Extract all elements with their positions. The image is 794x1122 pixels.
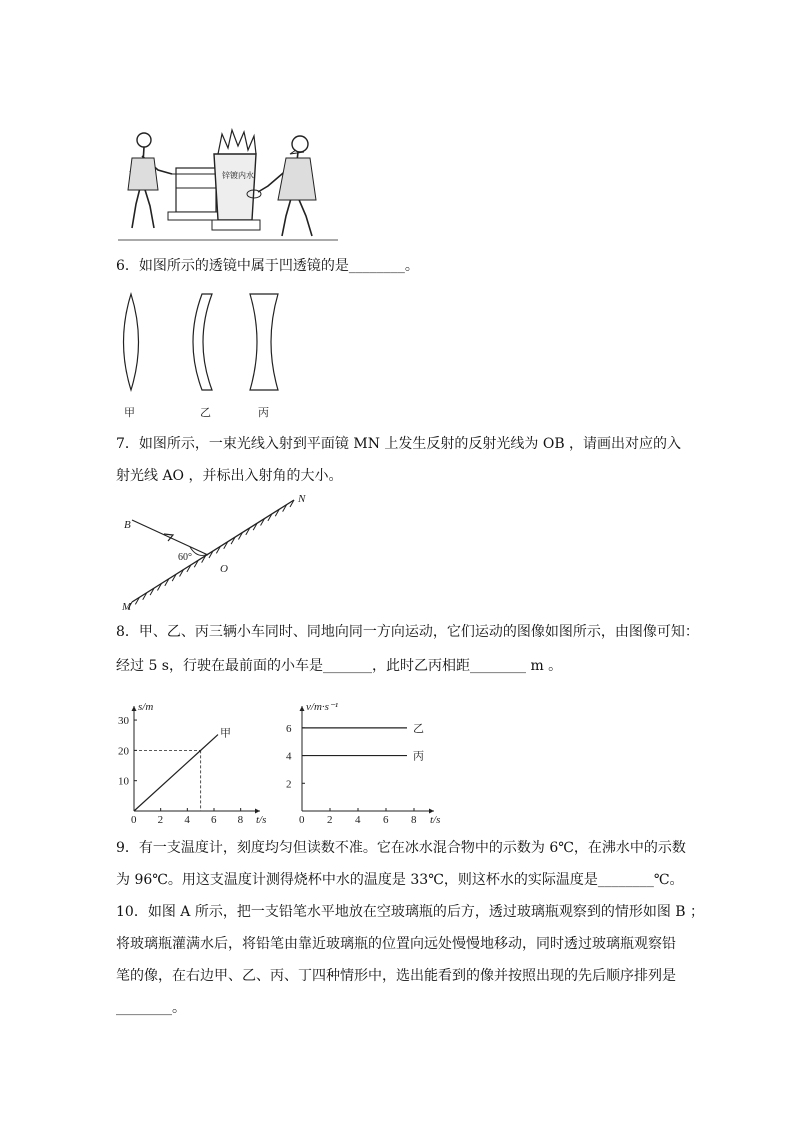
x-axis-label: t/s	[256, 814, 267, 826]
angle-label: 60°	[178, 552, 192, 563]
x-tick-label: 0	[131, 814, 137, 826]
y-axis-label: s/m	[138, 701, 154, 713]
q10-line3: 笔的像，在右边甲、乙、丙、丁四种情形中，选出能看到的像并按照出现的先后顺序排列是	[116, 968, 676, 984]
lens-label-jia: 甲	[124, 407, 135, 419]
point-o-label: O	[220, 563, 228, 575]
v-t-chart	[284, 700, 454, 830]
y-tick-label: 20	[118, 745, 129, 758]
series-label: 乙	[413, 722, 424, 735]
y-tick-label: 30	[118, 715, 129, 728]
q10-line4: ________。	[116, 1000, 186, 1016]
y-tick-label: 10	[118, 775, 129, 788]
q8-line1: 8．甲、乙、丙三辆小车同时、同地向同一方向运动，它们运动的图像如图所示，由图像可知：	[116, 624, 699, 640]
meniscus-lens-yi	[193, 294, 212, 390]
furnace-banner: 锌镀内水	[222, 171, 254, 180]
x-tick-label: 0	[299, 814, 305, 826]
x-tick-label: 6	[383, 814, 389, 826]
x-tick-label: 8	[411, 814, 417, 826]
y-tick-label: 6	[286, 722, 292, 735]
s-t-chart	[116, 700, 276, 830]
point-m-label: M	[122, 601, 132, 612]
q10-line1: 10．如图 A 所示，把一支铅笔水平地放在空玻璃瓶的后方，透过玻璃瓶观察到的情形如图 B ；	[116, 904, 705, 920]
x-tick-label: 4	[184, 814, 190, 826]
point-b-label: B	[124, 519, 131, 531]
q6-text: 6．如图所示的透镜中属于凹透镜的是________。	[116, 258, 419, 274]
mirror-diagram	[118, 492, 308, 612]
y-axis-arrow	[132, 706, 137, 711]
x-axis-arrow	[429, 809, 434, 814]
series-line	[134, 735, 218, 811]
q7-line1: 7．如图所示，一束光线入射到平面镜 MN 上发生反射的反射光线为 OB ，请画出对应的入	[116, 436, 682, 452]
series-label: 甲	[220, 727, 231, 740]
lens-diagram	[114, 290, 284, 422]
furnace-illustration	[118, 128, 338, 246]
y-tick-label: 4	[286, 750, 292, 763]
x-tick-label: 2	[157, 814, 164, 826]
x-tick-label: 4	[355, 814, 361, 826]
lens-label-yi: 乙	[200, 407, 211, 419]
concave-lens-bing	[250, 294, 278, 390]
x-tick-label: 6	[211, 814, 217, 826]
q9-line2: 为 96℃。用这支温度计测得烧杯中水的温度是 33℃，则这杯水的实际温度是________℃。	[116, 872, 684, 888]
q9-line1: 9．有一支温度计，刻度均匀但读数不准。它在冰水混合物中的示数为 6℃，在沸水中的示数	[116, 840, 686, 856]
point-n-label: N	[298, 493, 306, 505]
y-axis-arrow	[300, 706, 305, 711]
q8-line2: 经过 5 s，行驶在最前面的小车是_______，此时乙丙相距________ m 。	[116, 658, 563, 674]
x-axis-arrow	[255, 809, 260, 814]
x-tick-label: 2	[327, 814, 333, 826]
q7-line2: 射光线 AO ，并标出入射角的大小。	[116, 468, 343, 484]
convex-lens-jia	[124, 294, 139, 390]
x-tick-label: 8	[237, 814, 244, 826]
y-tick-label: 2	[286, 778, 292, 791]
q10-line2: 将玻璃瓶灌满水后，将铅笔由靠近玻璃瓶的位置向远处慢慢地移动，同时透过玻璃瓶观察铅	[116, 936, 676, 952]
series-label: 丙	[413, 750, 424, 763]
x-axis-label: t/s	[430, 814, 441, 826]
lens-label-bing: 丙	[258, 407, 269, 419]
y-axis-label: v/m·s⁻¹	[306, 701, 339, 713]
